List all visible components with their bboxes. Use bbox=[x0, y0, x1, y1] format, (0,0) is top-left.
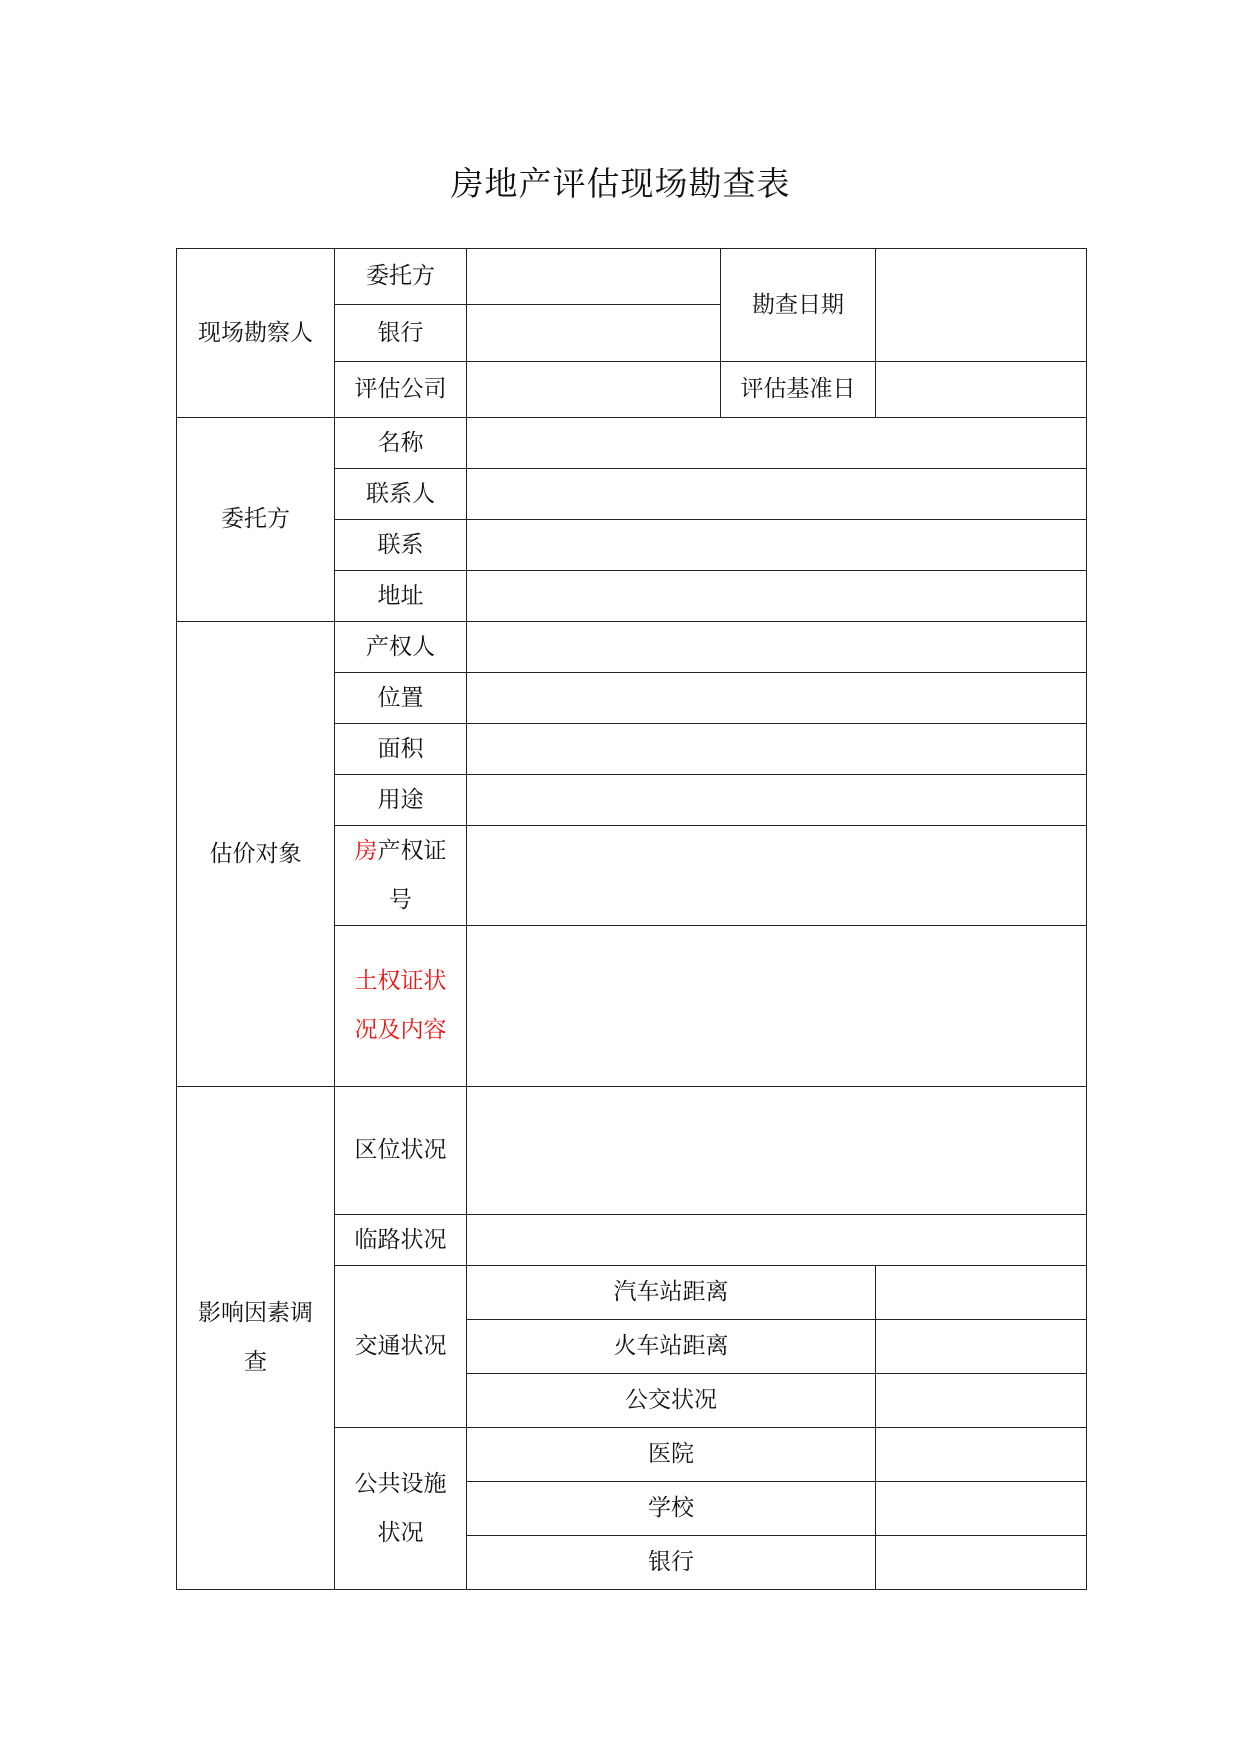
owner-value[interactable] bbox=[467, 622, 1087, 673]
cert-no-line2: 号 bbox=[389, 886, 412, 913]
client-contact-value[interactable] bbox=[467, 520, 1087, 571]
survey-table bbox=[176, 248, 1087, 1590]
traffic-label: 交通状况 bbox=[335, 1266, 467, 1428]
factors-label-line1: 影响因素调 bbox=[198, 1300, 313, 1326]
facilities-line1: 公共设施 bbox=[354, 1470, 447, 1497]
survey-date-label: 勘查日期 bbox=[721, 249, 876, 362]
client-name-label: 名称 bbox=[335, 418, 467, 469]
client-contact-person-value[interactable] bbox=[467, 469, 1087, 520]
surveyor-label: 现场勘察人 bbox=[177, 249, 335, 418]
bank-value[interactable] bbox=[876, 1536, 1087, 1590]
base-date-label: 评估基准日 bbox=[721, 362, 876, 418]
survey-company-value[interactable] bbox=[467, 362, 721, 418]
bank-label: 银行 bbox=[467, 1536, 876, 1590]
hospital-label: 医院 bbox=[467, 1428, 876, 1482]
survey-bank-label: 银行 bbox=[335, 305, 467, 362]
bus-station-value[interactable] bbox=[876, 1266, 1087, 1320]
client-name-value[interactable] bbox=[467, 418, 1087, 469]
facilities-label bbox=[335, 1428, 467, 1590]
road-status-label: 临路状况 bbox=[335, 1215, 467, 1266]
property-cert-no-value[interactable] bbox=[467, 826, 1087, 926]
base-date-value[interactable] bbox=[876, 362, 1087, 418]
public-transit-label: 公交状况 bbox=[467, 1374, 876, 1428]
client-address-value[interactable] bbox=[467, 571, 1087, 622]
survey-company-label: 评估公司 bbox=[335, 362, 467, 418]
factors-label-line2: 查 bbox=[244, 1349, 267, 1375]
area-label: 面积 bbox=[335, 724, 467, 775]
train-station-label: 火车站距离 bbox=[467, 1320, 876, 1374]
usage-value[interactable] bbox=[467, 775, 1087, 826]
location-status-value[interactable] bbox=[467, 1087, 1087, 1215]
client-contact-person-label: 联系人 bbox=[335, 469, 467, 520]
train-station-value[interactable] bbox=[876, 1320, 1087, 1374]
land-cert-line1: 土权证状 bbox=[354, 968, 447, 994]
survey-client-label: 委托方 bbox=[335, 249, 467, 305]
facilities-line2: 状况 bbox=[377, 1519, 424, 1546]
area-value[interactable] bbox=[467, 724, 1087, 775]
land-cert-value[interactable] bbox=[467, 926, 1087, 1087]
cert-no-line1: 产权证 bbox=[377, 837, 447, 864]
factors-section-label bbox=[177, 1087, 335, 1590]
school-value[interactable] bbox=[876, 1482, 1087, 1536]
usage-label: 用途 bbox=[335, 775, 467, 826]
property-cert-no-label bbox=[335, 826, 467, 926]
client-section-label: 委托方 bbox=[177, 418, 335, 622]
client-address-label: 地址 bbox=[335, 571, 467, 622]
land-cert-line2: 况及内容 bbox=[354, 1017, 447, 1043]
survey-date-value[interactable] bbox=[876, 249, 1087, 362]
school-label: 学校 bbox=[467, 1482, 876, 1536]
owner-label: 产权人 bbox=[335, 622, 467, 673]
cert-no-red-char: 房 bbox=[354, 837, 378, 864]
page-title: 房地产评估现场勘查表 bbox=[450, 164, 791, 203]
hospital-value[interactable] bbox=[876, 1428, 1087, 1482]
object-section-label: 估价对象 bbox=[177, 622, 335, 1087]
location-value[interactable] bbox=[467, 673, 1087, 724]
location-status-label: 区位状况 bbox=[335, 1087, 467, 1215]
land-cert-label bbox=[335, 926, 467, 1087]
public-transit-value[interactable] bbox=[876, 1374, 1087, 1428]
survey-client-value[interactable] bbox=[467, 249, 721, 305]
survey-bank-value[interactable] bbox=[467, 305, 721, 362]
bus-station-label: 汽车站距离 bbox=[467, 1266, 876, 1320]
location-label: 位置 bbox=[335, 673, 467, 724]
road-status-value[interactable] bbox=[467, 1215, 1087, 1266]
client-contact-label: 联系 bbox=[335, 520, 467, 571]
